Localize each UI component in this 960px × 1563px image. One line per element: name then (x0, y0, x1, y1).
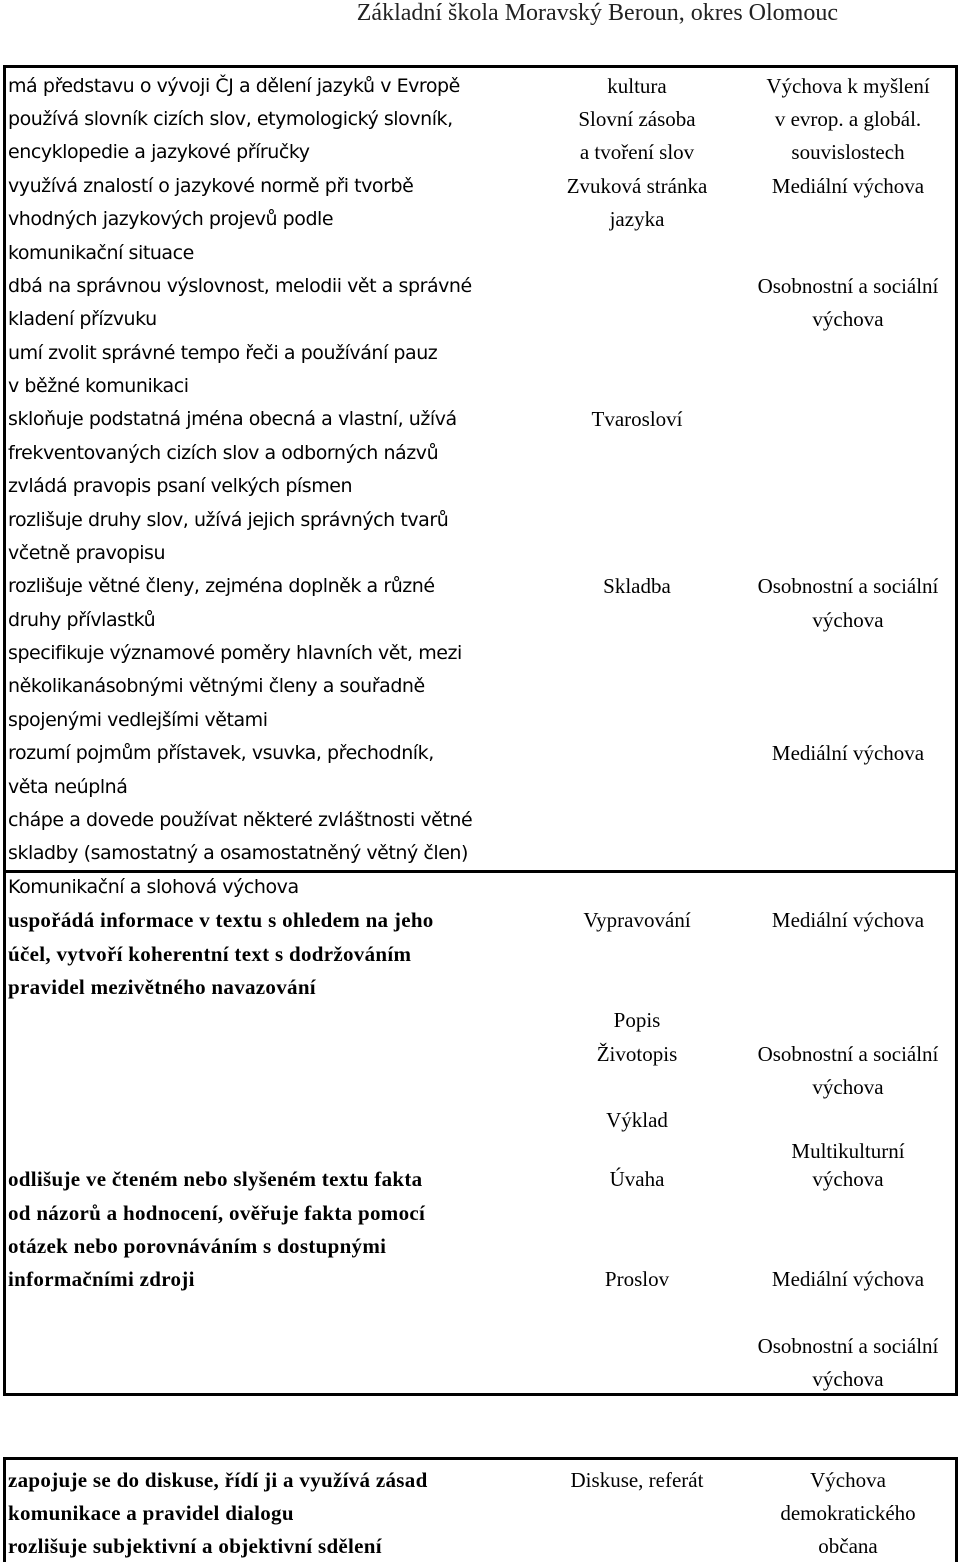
outcome-line-bold: informačními zdroji (8, 1267, 195, 1291)
topic-line: Popis (613, 1008, 661, 1032)
cross-curricular-line: Mediální výchova (771, 174, 925, 198)
topic-line: Proslov (604, 1267, 670, 1291)
cross-curricular-line: výchova (812, 307, 884, 331)
cross-curricular-line: Mediální výchova (771, 908, 925, 932)
outcome-line: včetně pravopisu (8, 542, 166, 564)
topic-line: Úvaha (609, 1167, 665, 1191)
topic-line: Slovní zásoba (578, 107, 696, 131)
cross-curricular-line: výchova (812, 608, 884, 632)
outcome-line: má představu o vývoji ČJ a dělení jazyků v Evropě (8, 75, 460, 97)
outcome-line: encyklopedie a jazykové příručky (8, 141, 310, 163)
outcome-line: skloňuje podstatná jména obecná a vlastní, užívá (8, 408, 457, 430)
cross-curricular-line: Multikulturní (791, 1139, 905, 1163)
cross-curricular-line: Výchova (810, 1468, 886, 1492)
cross-curricular-line: výchova (812, 1167, 884, 1191)
outcome-line-bold: otázek nebo porovnáváním s dostupnými (8, 1234, 387, 1258)
cross-curricular-line: Výchova k myšlení (766, 74, 930, 98)
outcome-line-bold: rozlišuje subjektivní a objektivní sdělení (8, 1534, 382, 1558)
topic-line: Tvarosloví (591, 407, 683, 431)
cross-curricular-line: Mediální výchova (771, 1267, 925, 1291)
section-heading: Komunikační a slohová výchova (8, 876, 299, 898)
outcome-line: v běžné komunikaci (8, 375, 189, 397)
outcome-line: komunikační situace (8, 242, 194, 264)
outcome-line-bold: od názorů a hodnocení, ověřuje fakta pomocí (8, 1201, 426, 1225)
topic-line: Výklad (606, 1108, 668, 1132)
outcome-line: rozumí pojmům přístavek, vsuvka, přechodník, (8, 742, 434, 764)
outcome-line: druhy přívlastků (8, 609, 156, 631)
topic-line: kultura (607, 74, 667, 98)
cross-curricular-line: Osobnostní a sociální (757, 1334, 939, 1358)
cross-curricular-line: Osobnostní a sociální (757, 1042, 939, 1066)
outcome-line: zvládá pravopis psaní velkých písmen (8, 475, 353, 497)
cross-curricular-line: souvislostech (791, 140, 905, 164)
cross-curricular-line: Mediální výchova (771, 741, 925, 765)
cross-curricular-line: výchova (812, 1367, 884, 1391)
outcome-line: kladení přízvuku (8, 308, 157, 330)
cross-curricular-line: Osobnostní a sociální (757, 574, 939, 598)
outcome-line-bold: pravidel mezivětného navazování (8, 975, 316, 999)
topic-line: Vypravování (583, 908, 691, 932)
outcome-line-bold: zapojuje se do diskuse, řídí ji a využívá zásad (8, 1468, 428, 1492)
topic-line: Životopis (596, 1042, 678, 1066)
outcome-line: vhodných jazykových projevů podle (8, 208, 334, 230)
cross-curricular-line: Osobnostní a sociální (757, 274, 939, 298)
cross-curricular-line: demokratického (780, 1501, 916, 1525)
outcome-line: věta neúplná (8, 776, 128, 798)
outcome-line: spojenými vedlejšími větami (8, 709, 268, 731)
outcome-line: skladby (samostatný a osamostatněný větný člen) (8, 842, 468, 864)
outcome-line: několikanásobnými větnými členy a souřadně (8, 675, 425, 697)
outcome-line: dbá na správnou výslovnost, melodii vět a správné (8, 275, 472, 297)
table-top-rule (4, 1459, 957, 1460)
cross-curricular-line: občana (818, 1534, 878, 1558)
outcome-line: specifikuje významové poměry hlavních vět, mezi (8, 642, 462, 664)
outcome-line: frekventovaných cizích slov a odborných názvů (8, 442, 439, 464)
outcome-line: rozlišuje větné členy, zejména doplněk a různé (8, 575, 435, 597)
outcome-line: chápe a dovede používat některé zvláštnosti větné (8, 809, 473, 831)
outcome-line-bold: odlišuje ve čteném nebo slyšeném textu fakta (8, 1167, 423, 1191)
outcome-line: využívá znalostí o jazykové normě při tvorbě (8, 175, 414, 197)
outcome-line-bold: účel, vytvoří koherentní text s dodržováním (8, 942, 412, 966)
topic-line: a tvoření slov (579, 140, 695, 164)
outcome-line: rozlišuje druhy slov, užívá jejich správných tvarů (8, 509, 449, 531)
page-header-title: Základní škola Moravský Beroun, okres Olomouc (356, 0, 838, 26)
topic-line: Zvuková stránka (566, 174, 708, 198)
topic-line: Diskuse, referát (570, 1468, 704, 1492)
outcome-line: umí zvolit správné tempo řeči a používání pauz (8, 342, 438, 364)
outcome-line-bold: uspořádá informace v textu s ohledem na jeho (8, 908, 434, 932)
cross-curricular-line: v evrop. a globál. (774, 107, 922, 131)
topic-line: Skladba (603, 574, 671, 598)
outcome-line: používá slovník cizích slov, etymologický slovník, (8, 108, 453, 130)
outcome-line-bold: komunikace a pravidel dialogu (8, 1501, 294, 1525)
topic-line: jazyka (609, 207, 665, 231)
cross-curricular-line: výchova (812, 1075, 884, 1099)
